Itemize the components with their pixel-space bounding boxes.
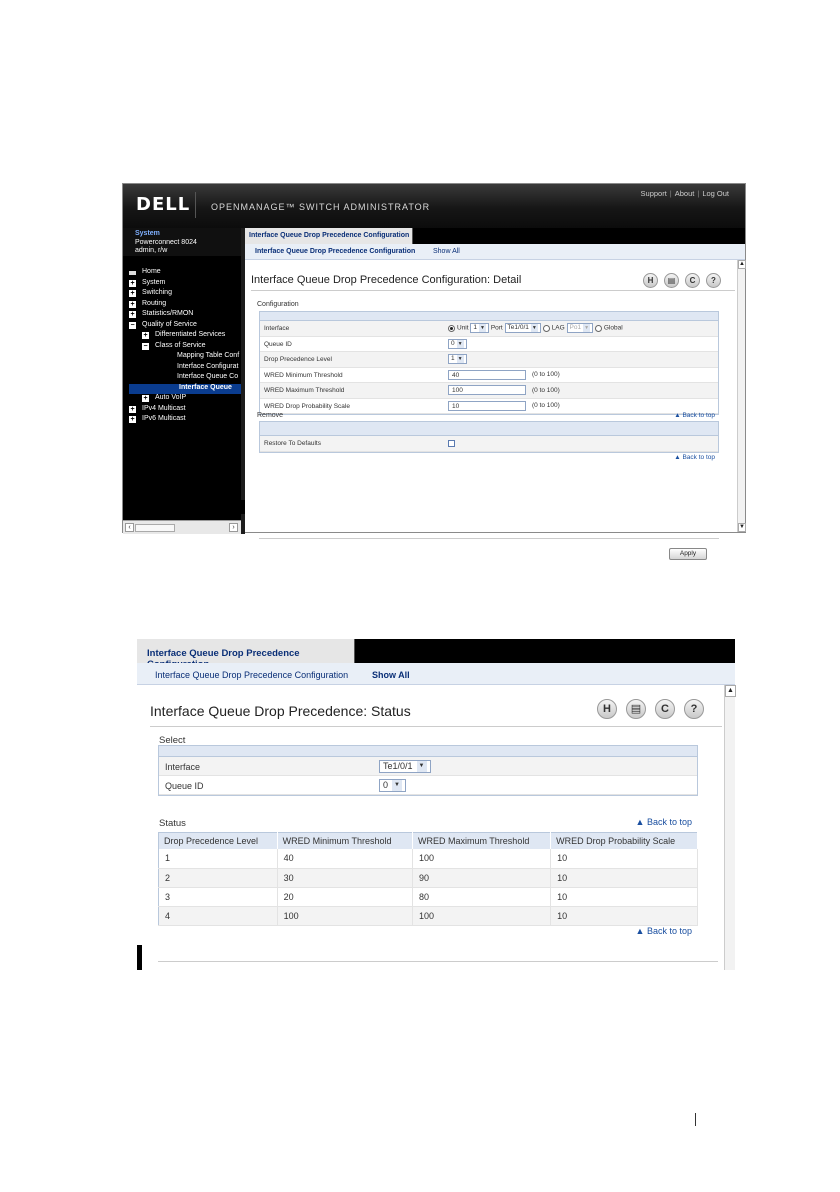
sidebar-item-ipv4-multicast[interactable] — [129, 405, 241, 416]
plus-icon[interactable]: + — [130, 405, 135, 413]
sidebar-item-label: Interface Configurat — [177, 362, 239, 370]
page-title: Interface Queue Drop Precedence Configuration: Detail — [251, 274, 522, 286]
plus-icon[interactable]: + — [130, 300, 135, 308]
status-screenshot — [137, 639, 735, 970]
sidebar-item-interface-queue-co[interactable] — [129, 373, 241, 384]
sidebar-item-system[interactable] — [129, 279, 241, 290]
vertical-scrollbar[interactable] — [737, 260, 745, 532]
nav-tree — [129, 268, 241, 426]
vertical-scrollbar[interactable] — [724, 685, 735, 970]
back-to-top-link[interactable]: ▲ Back to top — [674, 454, 715, 461]
minus-icon[interactable]: − — [143, 342, 148, 350]
tab-drop-precedence-config[interactable]: Interface Queue Drop Precedence Configuration — [245, 228, 413, 244]
sidebar-horizontal-scrollbar[interactable] — [123, 520, 241, 534]
unit-select[interactable] — [470, 323, 489, 333]
dell-logo: DELL — [136, 194, 191, 215]
global-radio[interactable] — [595, 325, 602, 332]
plus-icon[interactable]: + — [130, 416, 135, 423]
interface-label: Interface — [165, 762, 201, 772]
header-banner — [123, 184, 745, 228]
table-cell: 10 — [551, 887, 698, 906]
port-label: Port — [490, 324, 503, 332]
queue-id-value: 0 — [383, 780, 389, 790]
chevron-down-icon: ▼ — [531, 325, 537, 331]
tab-bar — [137, 639, 735, 663]
chevron-down-icon: ▼ — [417, 761, 427, 772]
plus-icon[interactable]: + — [130, 279, 135, 287]
sidebar-item-label: IPv6 Multicast — [142, 415, 186, 422]
sidebar-item-label: Differentiated Services — [155, 331, 226, 338]
wred-max-label: WRED Maximum Threshold — [264, 387, 345, 394]
splitter-grip[interactable] — [137, 945, 142, 970]
sidebar-item-label: Auto VoIP — [155, 394, 187, 401]
queue-id-row — [260, 337, 718, 353]
table-cell: 100 — [277, 906, 412, 925]
configuration-panel — [259, 311, 719, 415]
sidebar-item-label: Routing — [142, 299, 167, 307]
drop-level-select[interactable] — [448, 354, 467, 364]
print-icon[interactable]: ▤ — [664, 273, 679, 288]
table-cell: 80 — [412, 887, 550, 906]
interface-select[interactable] — [379, 760, 431, 773]
table-cell: 30 — [277, 868, 412, 887]
page-marker — [695, 1113, 696, 1126]
sidebar-item-interface-configurat[interactable] — [129, 363, 241, 374]
back-to-top-link[interactable]: ▲ Back to top — [635, 817, 692, 827]
divider — [158, 961, 718, 962]
divider — [259, 538, 719, 539]
table-cell: 40 — [277, 849, 412, 868]
table-row — [159, 887, 698, 906]
back-to-top-text: Back to top — [682, 412, 715, 419]
sidebar-item-label: Class of Service — [155, 341, 206, 349]
restore-checkbox[interactable] — [448, 440, 455, 447]
sidebar-item-label: System — [142, 278, 166, 286]
chevron-down-icon: ▼ — [457, 340, 463, 347]
lag-radio[interactable] — [543, 325, 550, 332]
save-icon[interactable]: H — [643, 273, 658, 288]
panel-header — [159, 746, 697, 757]
column-header: WRED Drop Probability Scale — [551, 833, 698, 850]
config-rows — [260, 321, 718, 414]
wred-prob-range: (0 to 100) — [532, 402, 560, 409]
lag-value: Po1 — [569, 324, 582, 331]
sidebar-item-label: Interface Queue — [179, 383, 232, 391]
scroll-right-icon[interactable]: › — [229, 523, 238, 532]
tab-bar — [245, 228, 745, 244]
column-header: Drop Precedence Level — [159, 833, 278, 850]
interface-label: Interface — [264, 325, 290, 332]
select-panel — [158, 745, 698, 796]
plus-icon[interactable]: + — [143, 395, 148, 402]
scroll-up-icon[interactable]: ▲ — [725, 685, 736, 697]
restore-row — [260, 436, 718, 452]
system-model: Powerconnect 8024 — [135, 238, 197, 246]
status-label: Status — [159, 818, 186, 829]
subnav-config[interactable]: Interface Queue Drop Precedence Configuration — [155, 670, 349, 680]
remove-label: Remove — [257, 412, 284, 419]
help-icon[interactable]: ? — [706, 273, 721, 288]
sidebar-item-ipv6-multicast[interactable] — [129, 415, 241, 426]
divider — [251, 290, 735, 291]
sub-navigation — [137, 663, 735, 685]
detail-screenshot — [122, 183, 746, 557]
wred-min-row — [260, 368, 718, 384]
chevron-down-icon: ▼ — [392, 780, 402, 791]
back-to-top-text: Back to top — [646, 817, 692, 827]
table-row — [159, 849, 698, 868]
logo-divider — [195, 192, 196, 218]
toolbar-icons — [597, 699, 713, 719]
table-cell: 4 — [159, 906, 278, 925]
wred-min-label: WRED Minimum Threshold — [264, 371, 343, 379]
page-title: Interface Queue Drop Precedence: Status — [150, 703, 411, 719]
unit-value: 1 — [473, 324, 477, 331]
chevron-down-icon: ▼ — [584, 325, 590, 331]
table-row — [159, 906, 698, 925]
table-cell: 1 — [159, 849, 278, 868]
sidebar-item-statistics-rmon[interactable] — [129, 310, 241, 321]
interface-controls — [448, 323, 623, 333]
system-user: admin, r/w — [135, 247, 168, 254]
port-value: Te1/0/1 — [507, 324, 529, 331]
plus-icon[interactable]: + — [130, 311, 135, 318]
save-icon[interactable]: H — [597, 699, 617, 719]
wred-max-input[interactable]: 100 — [448, 385, 526, 395]
link-separator: | — [697, 189, 700, 198]
apply-button[interactable]: Apply — [669, 548, 707, 560]
back-to-top-text: Back to top — [646, 926, 692, 936]
sidebar-item-differentiated-services[interactable] — [129, 331, 241, 342]
queue-id-value: 0 — [451, 339, 455, 347]
content-pane — [245, 228, 745, 557]
sidebar-item-quality-of-service[interactable] — [129, 321, 241, 332]
scroll-down-icon[interactable]: ▼ — [739, 524, 745, 530]
drop-level-value: 1 — [451, 355, 455, 362]
toolbar-icons — [643, 270, 727, 288]
interface-row — [260, 321, 718, 337]
wred-max-row — [260, 383, 718, 399]
back-to-top-link[interactable]: ▲ Back to top — [674, 412, 715, 419]
column-header: WRED Minimum Threshold — [277, 833, 412, 850]
drop-level-label: Drop Precedence Level — [264, 356, 332, 363]
wred-prob-label: WRED Drop Probability Scale — [264, 402, 350, 410]
table-cell: 90 — [412, 868, 550, 887]
tab-drop-precedence-config[interactable]: Interface Queue Drop Precedence — [137, 639, 355, 663]
top-links — [641, 189, 729, 198]
back-to-top-text: Back to top — [682, 454, 715, 461]
app-title: OPENMANAGE™ SWITCH ADMINISTRATOR — [211, 202, 431, 212]
remove-panel — [259, 421, 719, 453]
table-cell: 10 — [551, 868, 698, 887]
refresh-icon[interactable]: C — [685, 273, 700, 288]
port-select[interactable] — [505, 323, 541, 333]
sidebar-item-label: Statistics/RMON — [142, 310, 194, 317]
table-cell: 10 — [551, 906, 698, 925]
sidebar-item-label: Mapping Table Conf — [177, 352, 240, 359]
table-cell: 3 — [159, 887, 278, 906]
select-rows — [159, 757, 697, 795]
wred-min-input[interactable]: 40 — [448, 370, 526, 380]
logout-link[interactable]: Log Out — [702, 189, 729, 198]
sidebar-item-mapping-table-conf[interactable] — [129, 352, 241, 363]
sidebar-item-routing[interactable] — [129, 300, 241, 311]
plus-icon[interactable]: + — [143, 332, 148, 339]
sidebar-item-interface-queue[interactable] — [129, 384, 241, 395]
configuration-label: Configuration — [257, 301, 299, 308]
lag-label: LAG — [551, 324, 565, 332]
scroll-thumb[interactable] — [135, 524, 175, 532]
plus-icon[interactable]: + — [130, 290, 135, 297]
wred-prob-input[interactable]: 10 — [448, 401, 526, 411]
queue-id-row — [159, 776, 697, 795]
queue-id-label: Queue ID — [165, 781, 204, 791]
support-link[interactable]: Support — [640, 189, 667, 198]
table-cell: 20 — [277, 887, 412, 906]
refresh-icon[interactable]: C — [655, 699, 675, 719]
queue-id-label: Queue ID — [264, 340, 292, 348]
help-icon[interactable]: ? — [684, 699, 704, 719]
queue-id-select[interactable] — [379, 779, 406, 792]
back-to-top-link[interactable]: ▲ Back to top — [635, 926, 692, 936]
unit-label: Unit — [457, 324, 469, 332]
sidebar-item-label: Quality of Service — [142, 320, 197, 328]
wred-min-range: (0 to 100) — [532, 371, 560, 378]
global-label: Global — [603, 324, 623, 332]
print-icon[interactable]: ▤ — [626, 699, 646, 719]
table-cell: 10 — [551, 849, 698, 868]
sidebar-item-class-of-service[interactable] — [129, 342, 241, 353]
subnav-show-all[interactable]: Show All — [372, 670, 410, 680]
panel-header — [260, 422, 718, 436]
sidebar-item-auto-voip[interactable] — [129, 394, 241, 405]
sidebar-item-label: Switching — [142, 289, 172, 296]
about-link[interactable]: About — [674, 189, 695, 198]
table-cell: 100 — [412, 849, 550, 868]
column-header: WRED Maximum Threshold — [412, 833, 550, 850]
interface-value: Te1/0/1 — [383, 761, 413, 771]
wred-prob-row — [260, 399, 718, 415]
scroll-left-icon[interactable]: ‹ — [125, 523, 134, 532]
unit-radio[interactable] — [448, 325, 455, 332]
sidebar-item-switching[interactable] — [129, 289, 241, 300]
sidebar — [123, 228, 241, 534]
panel-header — [260, 312, 718, 321]
lag-select[interactable] — [567, 323, 594, 333]
subnav-show-all[interactable]: Show All — [433, 248, 460, 255]
system-title[interactable]: System — [135, 230, 160, 237]
minus-icon[interactable]: − — [130, 321, 135, 329]
table-cell: 2 — [159, 868, 278, 887]
divider — [150, 726, 722, 727]
subnav-config[interactable]: Interface Queue Drop Precedence Configuration — [255, 248, 416, 255]
wred-max-range: (0 to 100) — [532, 386, 560, 394]
sub-navigation — [245, 244, 745, 260]
sidebar-item-label: IPv4 Multicast — [142, 404, 186, 412]
table-header-row — [159, 833, 698, 850]
status-table — [158, 832, 698, 926]
scroll-up-icon[interactable]: ▲ — [739, 261, 745, 267]
select-label: Select — [159, 735, 186, 746]
chevron-down-icon: ▼ — [457, 356, 463, 362]
table-cell: 100 — [412, 906, 550, 925]
queue-id-select[interactable] — [448, 339, 467, 349]
home-icon[interactable] — [129, 271, 136, 275]
drop-level-row — [260, 352, 718, 368]
system-info — [123, 228, 241, 256]
chevron-down-icon: ▼ — [480, 325, 485, 331]
link-separator: | — [669, 189, 672, 198]
sidebar-item-label: Home — [142, 268, 161, 275]
interface-row — [159, 757, 697, 776]
sidebar-item-label: Interface Queue Co — [177, 373, 239, 380]
table-row — [159, 868, 698, 887]
restore-label: Restore To Defaults — [264, 440, 321, 447]
sidebar-item-home[interactable] — [129, 268, 241, 279]
